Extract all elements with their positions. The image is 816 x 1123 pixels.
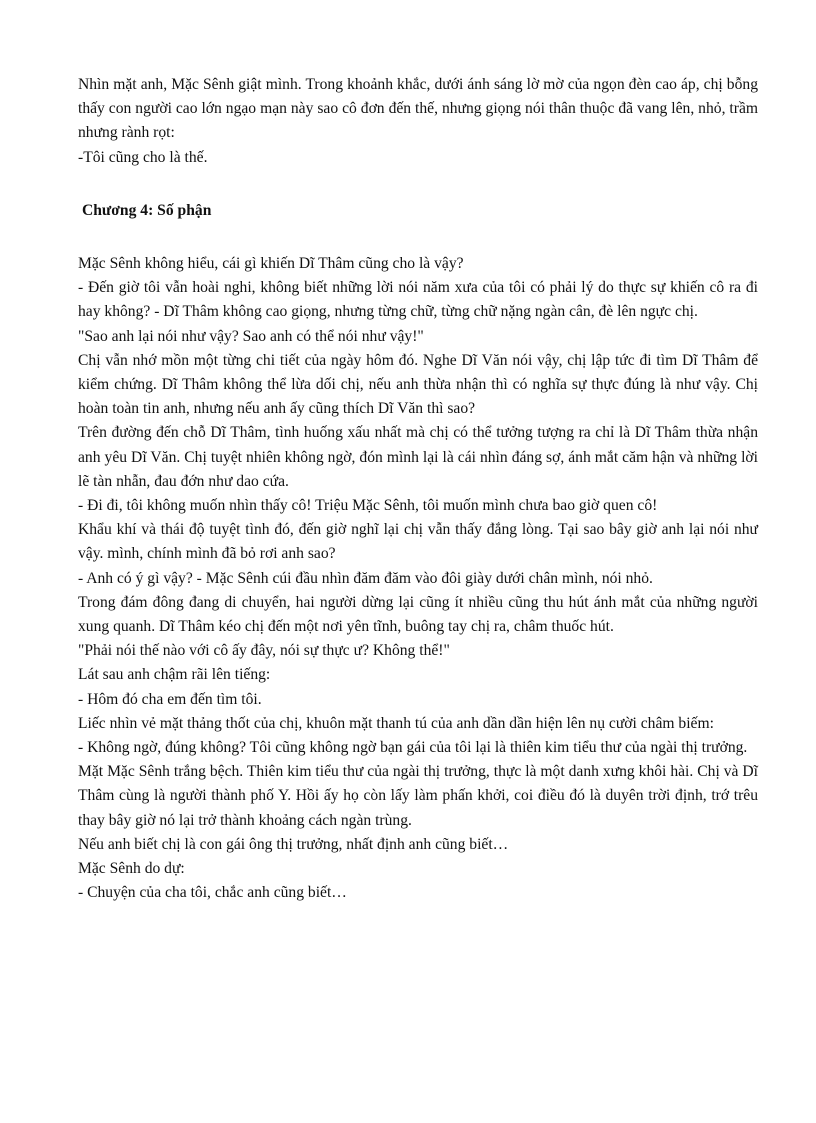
body-paragraph: Nếu anh biết chị là con gái ông thị trưởng, nhất định anh cũng biết… — [78, 835, 509, 853]
intro-paragraph-1: Nhìn mặt anh, Mặc Sênh giật mình. Trong khoảnh khắc, dưới ánh sáng lờ mờ của ngọn đèn cao áp, chị bỗng thấy con người cao lớn ngạo mạn này sao cô đơn đến thế, nhưng giọng nói thân thuộc đã vang lên, nhỏ, trầm nhưng rành rọt: — [78, 76, 758, 142]
body-paragraph: - Chuyện của cha tôi, chắc anh cũng biết… — [78, 884, 347, 902]
body-paragraph: Trên đường đến chỗ Dĩ Thâm, tình huống xấu nhất mà chị có thể tưởng tượng ra chỉ là Dĩ Thâm thừa nhận anh yêu Dĩ Văn. Chị tuyệt nhiên không ngờ, đón mình lại là cái nhìn đáng sợ, ánh mắt căm hận và những lời lẽ tàn nhẫn, đau đớn như dao cứa. — [78, 424, 758, 490]
body-paragraph: "Phải nói thế nào với cô ấy đây, nói sự thực ư? Không thể!" — [78, 642, 450, 660]
spacer — [78, 223, 758, 252]
body-paragraph: - Đi đi, tôi không muốn nhìn thấy cô! Triệu Mặc Sênh, tôi muốn mình chưa bao giờ quen cô! — [78, 497, 658, 515]
body-paragraph: - Đến giờ tôi vẫn hoài nghi, không biết những lời nói năm xưa của tôi có phải lý do thực sự khiến cô ra đi hay không? - Dĩ Thâm không cao giọng, nhưng từng chữ, từng chữ nặng ngàn cân, đè lên ngực chị. — [78, 279, 758, 321]
body-paragraph: - Hôm đó cha em đến tìm tôi. — [78, 690, 262, 708]
body-paragraph: Liếc nhìn vẻ mặt thảng thốt của chị, khuôn mặt thanh tú của anh dần dần hiện lên nụ cười châm biếm: — [78, 714, 714, 732]
body-paragraph: Chị vẫn nhớ mồn một từng chi tiết của ngày hôm đó. Nghe Dĩ Văn nói vậy, chị lập tức đi tìm Dĩ Thâm để kiểm chứng. Dĩ Thâm không thể lừa dối chị, nếu anh thừa nhận thì có nghĩa sự thực đúng là như vậy. Chị hoàn toàn tin anh, nhưng nếu anh ấy cũng thích Dĩ Văn thì sao? — [78, 351, 758, 418]
body-paragraph: "Sao anh lại nói như vậy? Sao anh có thể nói như vậy!" — [78, 327, 424, 345]
body-paragraph: Lát sau anh chậm rãi lên tiếng: — [78, 666, 271, 684]
document-page — [78, 73, 758, 906]
body-paragraph: Khẩu khí và thái độ tuyệt tình đó, đến giờ nghĩ lại chị vẫn thấy đắng lòng. Tại sao bây giờ anh lại nói như vậy. mình, chính mình đã bỏ rơi anh sao? — [78, 521, 758, 563]
body-paragraph: Mặt Mặc Sênh trắng bệch. Thiên kim tiểu thư của ngài thị trưởng, thực là một danh xưng khôi hài. Chị và Dĩ Thâm cùng là người thành phố Y. Hồi ấy họ còn lấy làm phấn khởi, coi điều đó là duyên trời định, trớ trêu thay bây giờ nó lại trở thành khoảng cách ngàn trùng. — [78, 763, 758, 829]
body-paragraph: - Anh có ý gì vậy? - Mặc Sênh cúi đầu nhìn đăm đăm vào đôi giày dưới chân mình, nói nhỏ. — [78, 569, 653, 587]
body-paragraph: Trong đám đông đang di chuyển, hai người dừng lại cũng ít nhiều cũng thu hút ánh mắt của những người xung quanh. Dĩ Thâm kéo chị đến một nơi yên tĩnh, buông tay chị ra, châm thuốc hút. — [78, 593, 758, 636]
chapter-title: Chương 4: Số phận — [82, 201, 212, 219]
body-paragraph: Mặc Sênh không hiểu, cái gì khiến Dĩ Thâm cũng cho là vậy? — [78, 255, 464, 273]
intro-paragraph-2: -Tôi cũng cho là thế. — [78, 148, 208, 166]
body-paragraph: Mặc Sênh do dự: — [78, 860, 185, 878]
spacer — [78, 170, 758, 199]
body-paragraph: - Không ngờ, đúng không? Tôi cũng không ngờ bạn gái của tôi lại là thiên kim tiểu thư của ngài thị trưởng. — [78, 739, 748, 757]
